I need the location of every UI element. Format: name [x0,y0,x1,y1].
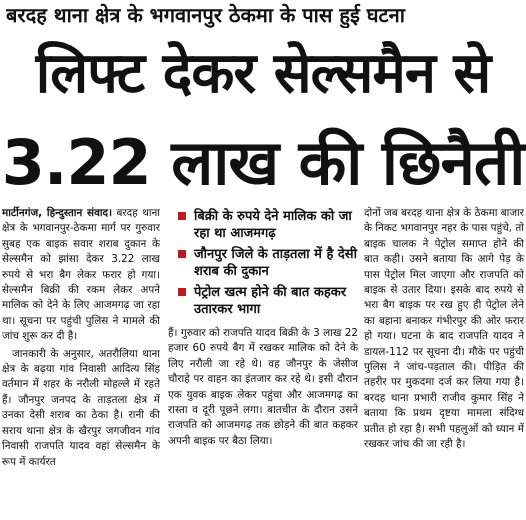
headline-line-1: लिफ्ट देकर सेल्समैन से [35,41,491,106]
col1-paragraph-1: बरदह थाना क्षेत्र के भगवानपुर-ठेकमा मार्ग पर गुरुवार सुबह एक बाइक सवार शराब दुकान के सेल्समैन को झांसा देकर 3.22 लाख रुपये से भरा बैग लेकर फरार हो गया। सेल्समैन बिक्री की रकम लेकर अपने मालिक को देने के लिए आजमगढ़ जा रहा था। सूचना पर पहुंची पुलिस ने मामले की जांच शुरू कर दी है। [2,207,160,343]
highlight-item [168,284,358,318]
column-1 [2,206,160,520]
highlights-box [168,208,358,318]
headline-line-2: 3.22 लाख की छिनैती [1,126,525,199]
column-2 [168,206,358,520]
red-square-bullet-icon [178,212,186,220]
kicker-line: बरदह थाना क्षेत्र के भगवानपुर ठेकमा के पास हुई घटना [6,3,405,27]
red-square-bullet-icon [178,250,186,258]
col3-paragraph-1: दोनों जब बरदह थाना क्षेत्र के ठेकमा बाजार के निकट भगवानपुर नहर के पास पहुंचे, तो बाइक चालक ने पेट्रोल समाप्त होने की बात कही। उसने बताया कि आगे पेड़ के पास पेट्रोल मिल जाएगा और राजपति को बाइक से उतार दिया। इसके बाद रुपये से भरा बैग बाइक पर रख हुए ही पेट्रोल लेने का बहाना बनाकर गंभीरपुर की ओर फरार हो गया। घटना के बाद राजपति यादव ने डायल-112 पर सूचना दी। मौके पर पहुंची पुलिस ने जांच-पड़ताल की। पीड़ित की तहरीर पर मुकदमा दर्ज कर लिया गया है। बरदह थाना प्रभारी राजीव कुमार सिंह ने बताया कि प्रथम दृष्टया मामला संदिग्ध प्रतीत हो रहा है। सभी पहलुओं को ध्यान में रखकर जांच की जा रही है। [364,207,524,451]
highlight-text: बिक्री के रुपये देने मालिक को जा रहा था आजमगढ़ [194,209,352,241]
dateline: मार्टीनगंज, हिन्दुस्तान संवाद। [2,207,113,219]
highlight-item [168,246,358,280]
col1-paragraph-2: जानकारी के अनुसार, अतरौलिया थाना क्षेत्र के बढ़या गांव निवासी आदित्य सिंह वर्तमान में शहर के नरौली मोहल्ले में रहते हैं। जौनपुर जनपद के ताड़तला क्षेत्र में उनका देसी शराब का ठेका है। रानी की सराय थाना क्षेत्र के खैरपुर जगजीवन गांव निवासी राजपति यादव वहां सेल्समैन के रूप में कार्यरत [2,347,160,468]
column-3 [364,206,524,520]
highlight-text: पेट्रोल खत्म होने की बात कहकर उतारकर भागा [194,285,347,317]
highlight-item [168,208,358,242]
red-square-bullet-icon [178,288,186,296]
col2-paragraph-1: हैं। गुरुवार को राजपति यादव बिक्री के 3 लाख 22 हजार 60 रुपये बैग में रखकर मालिक को देने के लिए नरौली जा रहे थे। वह जौनपुर के जेसीज चौराहे पर वाहन का इंतजार कर रहे थे। इसी दौरान एक युवक बाइक लेकर पहुंचा और आजमगढ़ का रास्ता व दूरी पूछने लगा। बातचीत के दौरान उसने राजपति को आजमगढ़ तक छोड़ने की बात कहकर अपनी बाइक पर बैठा लिया। [168,327,358,447]
highlight-text: जौनपुर जिले के ताड़तला में है देसी शराब की दुकान [194,247,357,279]
lead-paragraph [2,206,160,345]
